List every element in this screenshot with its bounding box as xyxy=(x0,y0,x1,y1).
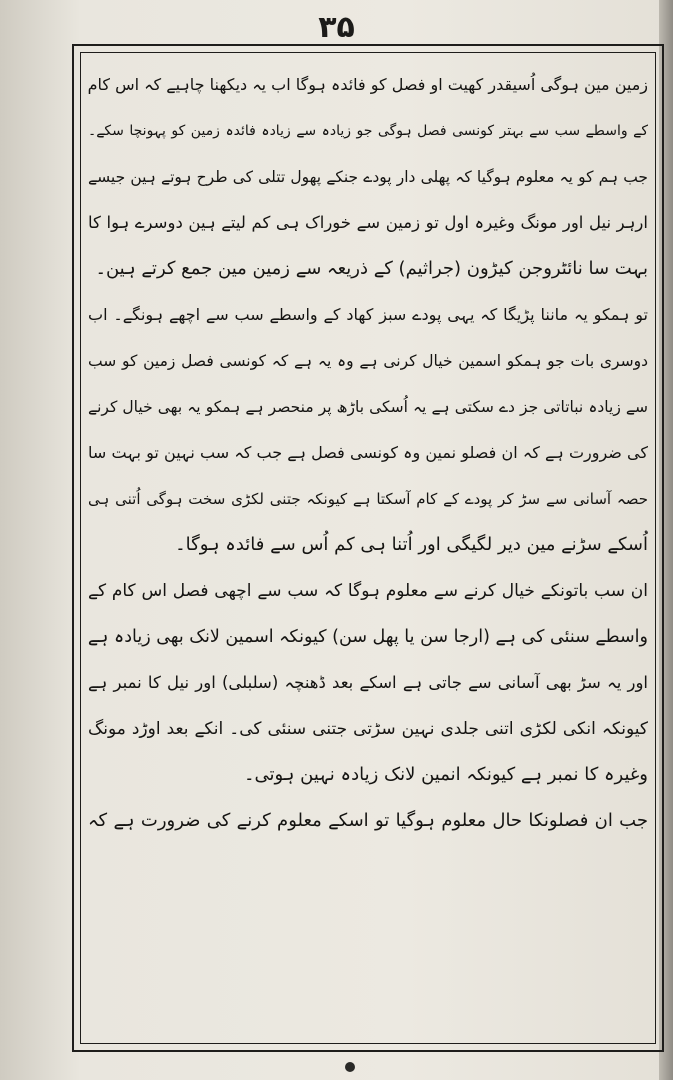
text-line: وغیرہ کا نمبر ہے کیونکہ انمین لانک زیادہ نہین ہوتی۔ xyxy=(243,764,648,785)
text-line: کیونکہ انکی لکڑی اتنی جلدی نہین سڑتی جتنی سنئی کی۔ انکے بعد اوڑد مونگ xyxy=(88,719,648,739)
text-line: اُسکے سڑنے مین دیر لگیگی اور اُتنا ہی کم اُس سے فائدہ ہوگا۔ xyxy=(175,534,648,555)
text-line: جب ان فصلونکا حال معلوم ہوگیا تو اسکے معلوم کرنے کی ضرورت ہے کہ xyxy=(88,810,648,831)
text-line: اور یہ سڑ بھی آسانی سے جاتی ہے اسکے بعد ڈھنچہ (سلبلی) اور نیل کا نمبر ہے xyxy=(88,673,648,692)
body-text xyxy=(88,62,648,844)
text-line: ان سب باتونکے خیال کرنے سے معلوم ہوگا کہ سب سے اچھی فصل اس کام کے xyxy=(88,581,648,601)
text-line: کے واسطے سب سے بہتر کونسی فصل ہوگی جو زیادہ سے زیادہ فائدہ زمین کو پہونچا سکے۔ xyxy=(88,123,648,139)
page-number: ۳۵ xyxy=(318,10,355,45)
text-line: حصہ آسانی سے سڑ کر پودے کے کام آسکتا ہے کیونکہ جتنی لکڑی سخت ہوگی اُتنی ہی xyxy=(88,490,648,508)
text-line: بہت سا نائٹروجن کیڑون (جراثیم) کے ذریعہ سے زمین مین جمع کرتے ہین۔ xyxy=(95,258,648,279)
text-line: تو ہمکو یہ ماننا پڑیگا کہ یہی پودے سبز کھاد کے واسطے سب سے اچھے ہونگے۔ اب xyxy=(88,305,648,324)
text-line: سے زیادہ نباتاتی جز دے سکتی ہے یہ اُسکی باڑھ پر منحصر ہے ہمکو یہ بھی خیال کرنے xyxy=(88,398,648,416)
text-line: دوسری بات جو ہمکو اسمین خیال کرنی ہے وہ یہ ہے کہ کونسی فصل زمین کو سب xyxy=(88,352,648,370)
text-line: زمین مین ہوگی اُسیقدر کھیت او فصل کو فائدہ ہوگا اب یہ دیکھنا چاہیے کہ اس کام xyxy=(88,75,648,94)
text-line: کی ضرورت ہے کہ ان فصلو نمین وہ کونسی فصل ہے جب کہ سب نہین تو بہت سا xyxy=(88,443,648,462)
text-line: واسطے سنئی کی ہے (ارجا سن یا پھل سن) کیونکہ اسمین لانک بھی زیادہ ہے xyxy=(88,627,648,647)
ink-mark xyxy=(345,1062,355,1072)
text-line: ارہر نیل اور مونگ وغیرہ اول تو زمین سے خوراک ہی کم لیتے ہین دوسرے ہوا کا xyxy=(88,213,648,232)
text-line: جب ہم کو یہ معلوم ہوگیا کہ پھلی دار پودے جنکے پھول تتلی کی طرح ہوتے ہین جیسے xyxy=(88,168,648,186)
